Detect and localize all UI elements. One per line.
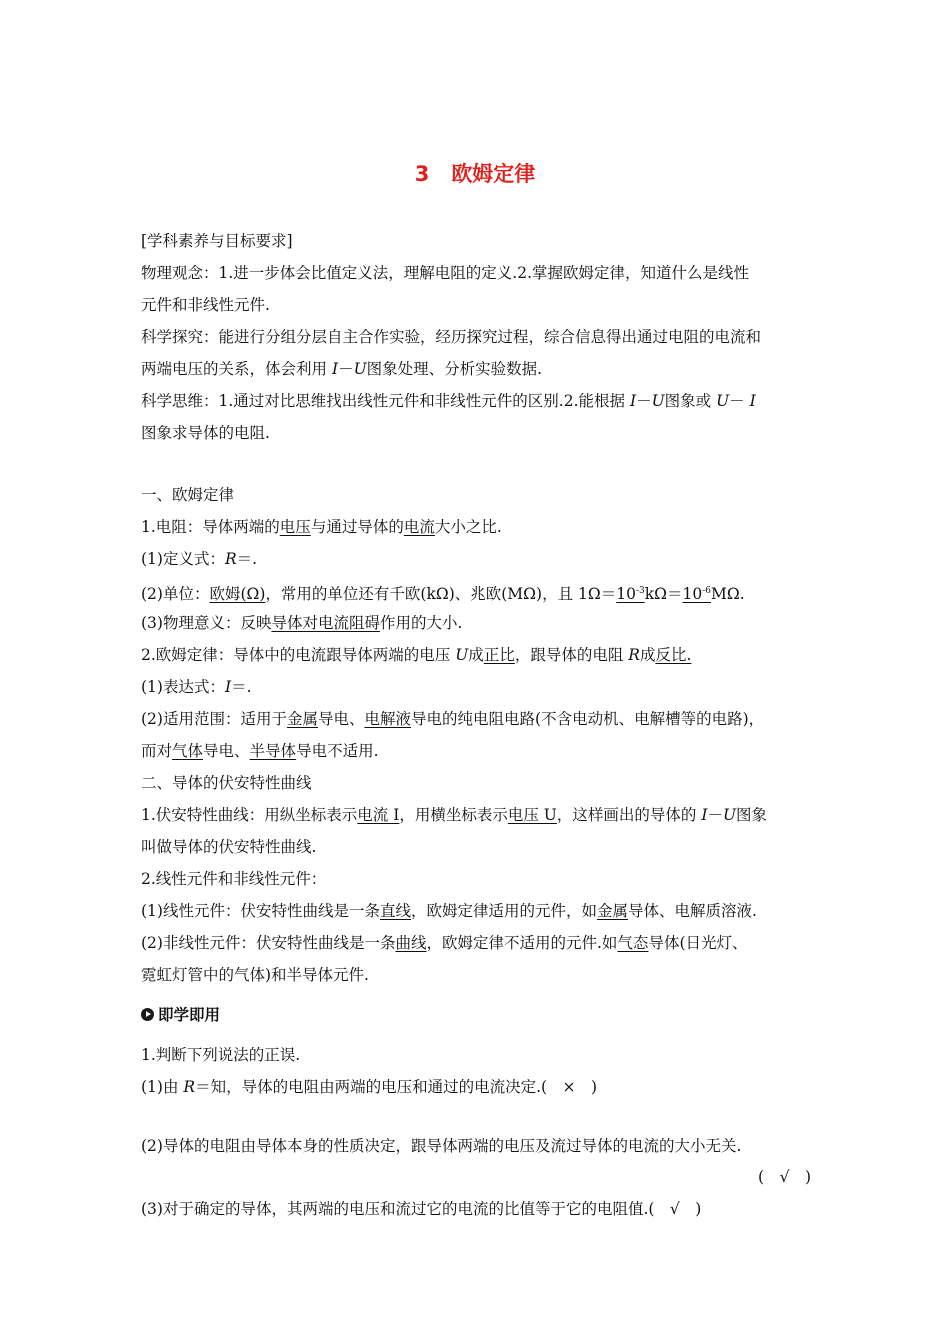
question-line: (2)导体的电阻由导体本身的性质决定，跟导体两端的电压及流过导体的电流的大小无关. <box>141 1137 742 1155</box>
title-text: 欧姆定律 <box>451 162 536 186</box>
answer-mark: ( √ ) <box>758 1168 811 1186</box>
question-line: (1)由 R＝知，导体的电阻由两端的电压和通过的电流决定.( × ) <box>141 1078 598 1096</box>
text-line: (2)适用范围：适用于金属导电、电解液导电的纯电阻电路(不含电动机、电解槽等的电路)， <box>141 710 765 728</box>
text-line: (1)定义式：R＝. <box>141 550 258 568</box>
text-line: 2.线性元件和非线性元件： <box>141 870 327 888</box>
goals-line: 图象求导体的电阻. <box>141 424 270 442</box>
text-line: 2.欧姆定律：导体中的电流跟导体两端的电压 U成正比，跟导体的电阻 R成反比. <box>141 646 692 664</box>
text-line: 叫做导体的伏安特性曲线. <box>141 838 317 856</box>
goals-line: 科学探究：能进行分组分层自主合作实验，经历探究过程，综合信息得出通过电阻的电流和 <box>141 328 762 346</box>
page-title <box>0 158 950 188</box>
section-heading: 一、欧姆定律 <box>141 486 235 504</box>
goals-line: 物理观念：1.进一步体会比值定义法，理解电阻的定义.2.掌握欧姆定律，知道什么是线性 <box>141 264 750 282</box>
text-line: 1.电阻：导体两端的电压与通过导体的电流大小之比. <box>141 518 502 536</box>
text-line: 而对气体导电、半导体导电不适用. <box>141 742 379 760</box>
question-line: (3)对于确定的导体，其两端的电压和流过它的电流的比值等于它的电阻值.( √ ) <box>141 1200 702 1218</box>
text-line: (3)物理意义：反映导体对电流阻碍作用的大小. <box>141 614 463 632</box>
practice-heading: 即学即用 <box>141 1004 831 1026</box>
text-line: (1)表达式：I＝. <box>141 678 252 696</box>
question-line: 1.判断下列说法的正误. <box>141 1046 301 1064</box>
text-line: 1.伏安特性曲线：用纵坐标表示电流 I，用横坐标表示电压 U，这样画出的导体的 I－U图象 <box>141 806 768 824</box>
text-line: 霓虹灯管中的气体)和半导体元件. <box>141 966 369 984</box>
text-line: (1)线性元件：伏安特性曲线是一条直线，欧姆定律适用的元件，如金属导体、电解质溶液. <box>141 902 757 920</box>
text-line: (2)非线性元件：伏安特性曲线是一条曲线，欧姆定律不适用的元件.如气态导体(日光灯、 <box>141 934 748 952</box>
title-number: 3 <box>414 162 430 186</box>
goals-line: 科学思维：1.通过对比思维找出线性元件和非线性元件的区别.2.能根据 I－U图象或 U－ I <box>141 392 756 410</box>
play-circle-icon <box>141 1008 154 1021</box>
goals-line: 元件和非线性元件. <box>141 296 270 314</box>
goals-line: 两端电压的关系，体会利用 I－U图象处理、分析实验数据. <box>141 360 543 378</box>
goals-header: [学科素养与目标要求] <box>141 232 293 250</box>
text-line: (2)单位：欧姆(Ω)，常用的单位还有千欧(kΩ)、兆欧(MΩ)，且 $1\Omega=10^{-3}k\Omega=10^{-6}M\Omega$. <box>141 585 745 603</box>
section-heading: 二、导体的伏安特性曲线 <box>141 774 312 792</box>
